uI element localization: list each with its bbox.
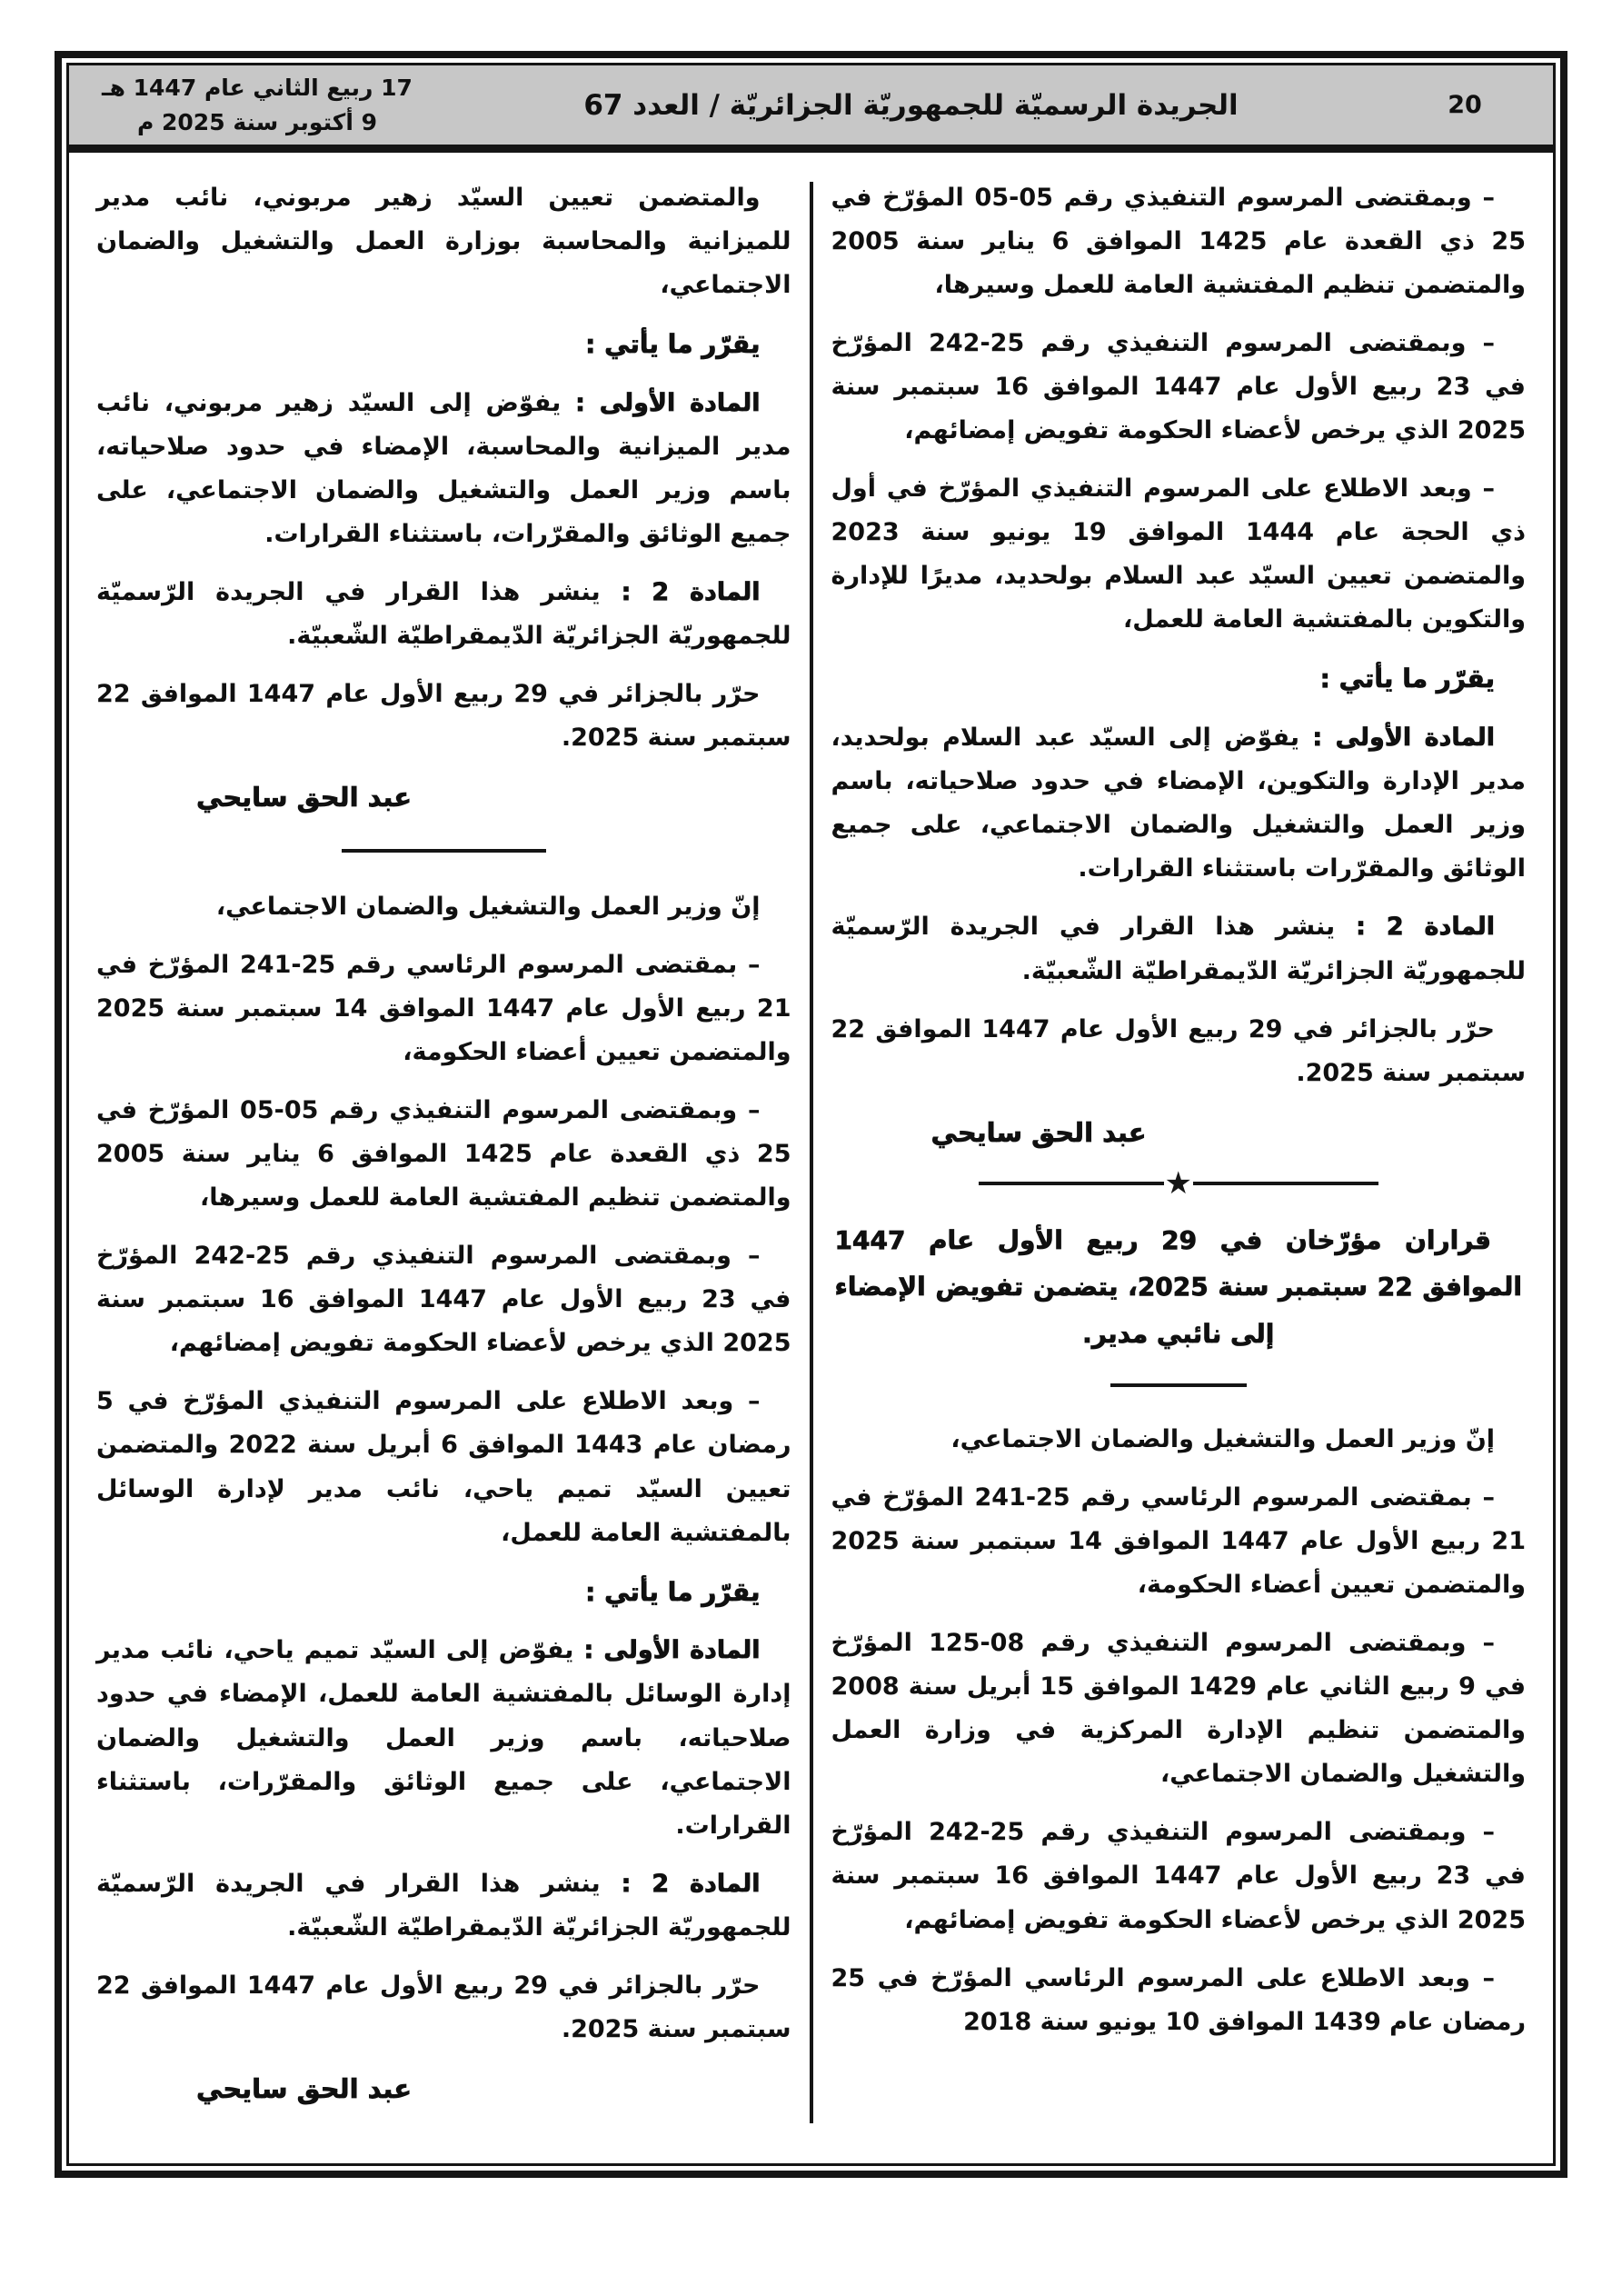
- issuance-line: حرّر بالجزائر في 29 ربيع الأول عام 1447 الموافق 22 سبتمبر سنة 2025.: [96, 1971, 791, 2043]
- page-number: 20: [1448, 91, 1482, 119]
- gregorian-date: 9 أكتوبر سنة 2025 م: [136, 108, 378, 135]
- signature: عبد الحق سايحي: [196, 2072, 412, 2104]
- masthead: [69, 65, 1553, 153]
- rule-separator: [342, 849, 546, 853]
- article-1-label: المادة الأولى :: [583, 1636, 761, 1665]
- visa-paragraph: – وبمقتضى المرسوم التنفيذي رقم 05-05 المؤرّخ في 25 ذي القعدة عام 1425 الموافق 6 يناير سنة 2005 والمتضمن تنظيم المفتشية العامة للعمل وسيرها،: [96, 1096, 791, 1213]
- article-1: [96, 382, 791, 556]
- hijri-date: 17 ربيع الثاني عام 1447 هـ: [102, 75, 413, 101]
- short-rule-separator: [1110, 1383, 1247, 1387]
- visa-paragraph: – بمقتضى المرسوم الرئاسي رقم 25-241 المؤرّخ في 21 ربيع الأول عام 1447 الموافق 14 سبتمبر سنة 2025 والمتضمن تعيين أعضاء الحكومة،: [831, 1483, 1526, 1600]
- visa-paragraph: – وبعد الاطلاع على المرسوم الرئاسي المؤرّخ في 25 رمضان عام 1439 الموافق 10 يونيو سنة 2018: [831, 1963, 1526, 2036]
- visa-paragraph: – وبمقتضى المرسوم التنفيذي رقم 08-125 المؤرّخ في 9 ربيع الثاني عام 1429 الموافق 15 أبريل سنة 2008 والمتضمن تنظيم الإدارة المركزية في وزارة العمل والتشغيل والضمان الاجتماعي،: [831, 1629, 1527, 1789]
- star-icon: ★: [1164, 1165, 1192, 1203]
- visa-paragraph: – وبمقتضى المرسوم التنفيذي رقم 05-05 المؤرّخ في 25 ذي القعدة عام 1425 الموافق 6 يناير سنة 2005 والمتضمن تنظيم المفتشية العامة للعمل وسيرها،: [831, 184, 1526, 300]
- visa-paragraph: – وبمقتضى المرسوم التنفيذي رقم 25-242 المؤرّخ في 23 ربيع الأول عام 1447 الموافق 16 سبتمبر سنة 2025 الذي يرخص لأعضاء الحكومة تفويض إمضائهم،: [831, 329, 1526, 445]
- decides-intro: يقرّر ما يأتي :: [1319, 664, 1495, 694]
- visa-paragraph: – وبمقتضى المرسوم التنفيذي رقم 25-242 المؤرّخ في 23 ربيع الأول عام 1447 الموافق 16 سبتمبر سنة 2025 الذي يرخص لأعضاء الحكومة تفويض إمضائهم،: [96, 1242, 791, 1358]
- content-columns: [69, 153, 1553, 2163]
- section-heading: قراران مؤرّخان في 29 ربيع الأول عام 1447 الموافق 22 سبتمبر سنة 2025، يتضمن تفويض الإمضاء إلى نائبي مدير.: [834, 1224, 1523, 1350]
- issue-dates: [89, 71, 425, 139]
- column-divider: [810, 182, 813, 2123]
- article-1-text: يفوّض إلى السيّد عبد السلام بولحديد، مدير الإدارة والتكوين، الإمضاء في حدود صلاحياته، باسم وزير العمل والتشغيل والضمان الاجتماعي، على جميع الوثائق والمقرّرات باستثناء القرارات.: [831, 724, 1526, 883]
- signature: عبد الحق سايحي: [930, 1116, 1147, 1148]
- minister-intro: إنّ وزير العمل والتشغيل والضمان الاجتماعي،: [215, 892, 761, 921]
- article-1: [831, 716, 1527, 891]
- article-1-text: يفوّض إلى السيّد زهير مربوني، نائب مدير الميزانية والمحاسبة، الإمضاء في حدود صلاحياته، باسم وزير العمل والتشغيل والضمان الاجتماعي، على جميع الوثائق والمقرّرات، باستثناء القرارات.: [96, 388, 791, 549]
- article-2: [96, 571, 791, 658]
- article-2-text: ينشر هذا القرار في الجريدة الرّسميّة للجمهوريّة الجزائريّة الدّيمقراطيّة الشّعبيّة.: [96, 1869, 791, 1942]
- visa-paragraph: – بمقتضى المرسوم الرئاسي رقم 25-241 المؤرّخ في 21 ربيع الأول عام 1447 الموافق 14 سبتمبر سنة 2025 والمتضمن تعيين أعضاء الحكومة،: [96, 951, 791, 1067]
- article-2: [96, 1862, 791, 1950]
- article-2-text: ينشر هذا القرار في الجريدة الرّسميّة للجمهوريّة الجزائريّة الدّيمقراطيّة الشّعبيّة.: [96, 578, 791, 651]
- visa-paragraph: – وبعد الاطلاع على المرسوم التنفيذي المؤرّخ في 5 رمضان عام 1443 الموافق 6 أبريل سنة 2022 والمتضمن تعيين السيّد تميم ياحي، نائب مدير لإدارة الوسائل بالمفتشية العامة للعمل،: [96, 1387, 791, 1547]
- separator-line: [1193, 1182, 1378, 1185]
- signature: عبد الحق سايحي: [196, 782, 412, 814]
- separator-line: [979, 1182, 1164, 1185]
- article-2-text: ينشر هذا القرار في الجريدة الرّسميّة للجمهوريّة الجزائريّة الدّيمقراطيّة الشّعبيّة.: [831, 913, 1526, 985]
- visa-paragraph: – وبعد الاطلاع على المرسوم التنفيذي المؤرّخ في أول ذي الحجة عام 1444 الموافق 19 يونيو سنة 2023 والمتضمن تعيين السيّد عبد السلام بولحديد، مديرًا للإدارة والتكوين بالمفتشية العامة للعمل،: [831, 474, 1526, 634]
- article-2-label: المادة 2 :: [621, 578, 761, 607]
- page-frame-inner: [66, 63, 1556, 2166]
- continuation-paragraph: والمتضمن تعيين السيّد زهير مربوني، نائب مدير للميزانية والمحاسبة بوزارة العمل والتشغيل والضمان الاجتماعي،: [96, 184, 791, 300]
- star-separator: [979, 1165, 1378, 1203]
- decides-intro: يقرّر ما يأتي :: [585, 329, 761, 360]
- visa-paragraph: – وبمقتضى المرسوم التنفيذي رقم 25-242 المؤرّخ في 23 ربيع الأول عام 1447 الموافق 16 سبتمبر سنة 2025 الذي يرخص لأعضاء الحكومة تفويض إمضائهم،: [831, 1818, 1526, 1934]
- article-1-text: يفوّض إلى السيّد تميم ياحي، نائب مدير إدارة الوسائل بالمفتشية العامة للعمل، الإمضاء في حدود صلاحياته، باسم وزير العمل والتشغيل والضمان الاجتماعي، على جميع الوثائق والمقرّرات، باستثناء القرارات.: [96, 1636, 791, 1840]
- issuance-line: حرّر بالجزائر في 29 ربيع الأول عام 1447 الموافق 22 سبتمبر سنة 2025.: [96, 680, 791, 753]
- article-2-label: المادة 2 :: [621, 1869, 761, 1898]
- issuance-line: حرّر بالجزائر في 29 ربيع الأول عام 1447 الموافق 22 سبتمبر سنة 2025.: [831, 1014, 1526, 1087]
- decides-intro: يقرّر ما يأتي :: [585, 1576, 761, 1607]
- article-2: [831, 905, 1527, 993]
- minister-intro: إنّ وزير العمل والتشغيل والضمان الاجتماعي،: [950, 1425, 1495, 1454]
- page-frame: [55, 51, 1567, 2178]
- article-1-label: المادة الأولى :: [575, 388, 761, 417]
- article-1: [96, 1629, 791, 1847]
- journal-title: الجريدة الرسميّة للجمهوريّة الجزائريّة / العدد 67: [583, 88, 1239, 122]
- article-1-label: المادة الأولى :: [1312, 724, 1496, 753]
- article-2-label: المادة 2 :: [1356, 913, 1495, 942]
- right-column: [813, 176, 1545, 2163]
- left-column: [78, 176, 810, 2163]
